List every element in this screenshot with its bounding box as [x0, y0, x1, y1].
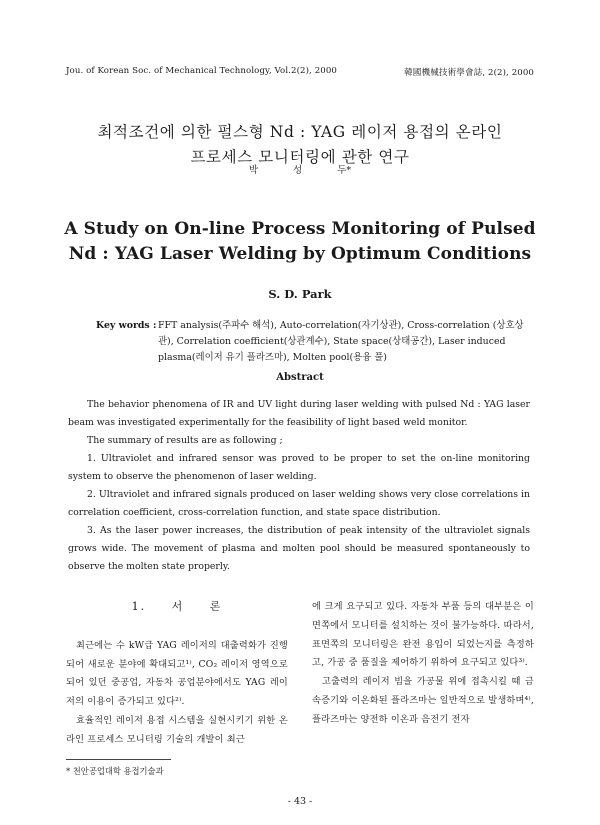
body-column-right	[312, 598, 534, 730]
title-en-line2: Nd : YAG Laser Welding by Optimum Conditions	[68, 244, 532, 264]
abstract-paragraph: The summary of results are as following ;	[87, 435, 283, 446]
journal-header-ko: 韓國機械技術學會誌, 2(2), 2000	[404, 68, 534, 78]
author-en: S. D. Park	[268, 287, 332, 301]
author-ko: 박 성 두*	[248, 165, 352, 176]
body-paragraph: 효율적인 레이저 용접 시스템을 실현시키기 위한 온라인 프로세스 모니터링 기술의 개발이 최근	[66, 714, 288, 745]
title-en-line1: A Study on On-line Process Monitoring of Pulsed	[64, 219, 536, 239]
keywords-text: FFT analysis(주파수 해석), Auto-correlation(자기상관), Cross-correlation (상호상관), Correlation coefficient(상관계수), State space(상태공간), Laser induced plasma(레이저 유기 플라즈마), Molten pool(용융 풀)	[158, 320, 524, 363]
page-number: - 43 -	[287, 796, 313, 807]
title-ko-line2: 프로세스 모니터링에 관한 연구	[190, 148, 410, 166]
abstract-paragraph: The behavior phenomena of IR and UV light during laser welding with pulsed Nd : YAG laser beam was investigated experimentally for the feasibility of light based weld monitor.	[68, 399, 530, 428]
footnote-rule	[66, 759, 171, 760]
abstract-paragraph: 1. Ultraviolet and infrared sensor was proved to be proper to set the on-line monitoring system to observe the phenomenon of laser welding.	[68, 453, 530, 482]
abstract-body	[68, 396, 530, 576]
body-paragraph: 에 크게 요구되고 있다. 자동차 부품 등의 대부분은 이면쪽에서 모니터를 설치하는 것이 불가능하다. 따라서, 표면쪽의 모니터링은 완전 용입이 되었는지를 측정하고, 가공 중 품질을 제어하기 위하여 요구되고 있다³⁾.	[312, 601, 534, 669]
body-column-left	[66, 598, 288, 750]
footnote: * 천안공업대학 용접기술과	[66, 766, 164, 776]
body-paragraph: 최근에는 수 kW급 YAG 레이저의 대출력화가 진행되어 새로운 분야에 확대되고¹⁾, CO₂ 레이저 영역으로 되어 있던 중공업, 자동차 공업분야에서도 YAG 레이저의 이용이 증가되고 있다²⁾.	[66, 639, 288, 708]
abstract-paragraph: 2. Ultraviolet and infrared signals produced on laser welding shows very close correlations in correlation coefficient, cross-correlation function, and state space distribution.	[68, 489, 530, 518]
keywords-block	[96, 318, 526, 366]
abstract-paragraph: 3. As the laser power increases, the distribution of peak intensity of the ultraviolet signals grows wide. The movement of plasma and molten pool should be measured spontaneously to observe the molten state properly.	[68, 525, 530, 572]
journal-header-en: Jou. of Korean Soc. of Mechanical Technology, Vol.2(2), 2000	[66, 66, 337, 76]
title-ko-line1: 최적조건에 의한 펄스형 Nd : YAG 레이저 용접의 온라인	[97, 123, 503, 141]
section-heading: 1. 서 론	[131, 600, 223, 613]
keywords-label: Key words :	[96, 320, 157, 331]
body-paragraph: 고출력의 레이저 빔을 가공물 위에 접촉시킬 때 금속증기와 이온화된 플라즈마는 일반적으로 발생하며⁴⁾, 플라즈마는 양전하 이온과 음전기 전자	[312, 676, 534, 725]
abstract-title: Abstract	[276, 372, 324, 383]
